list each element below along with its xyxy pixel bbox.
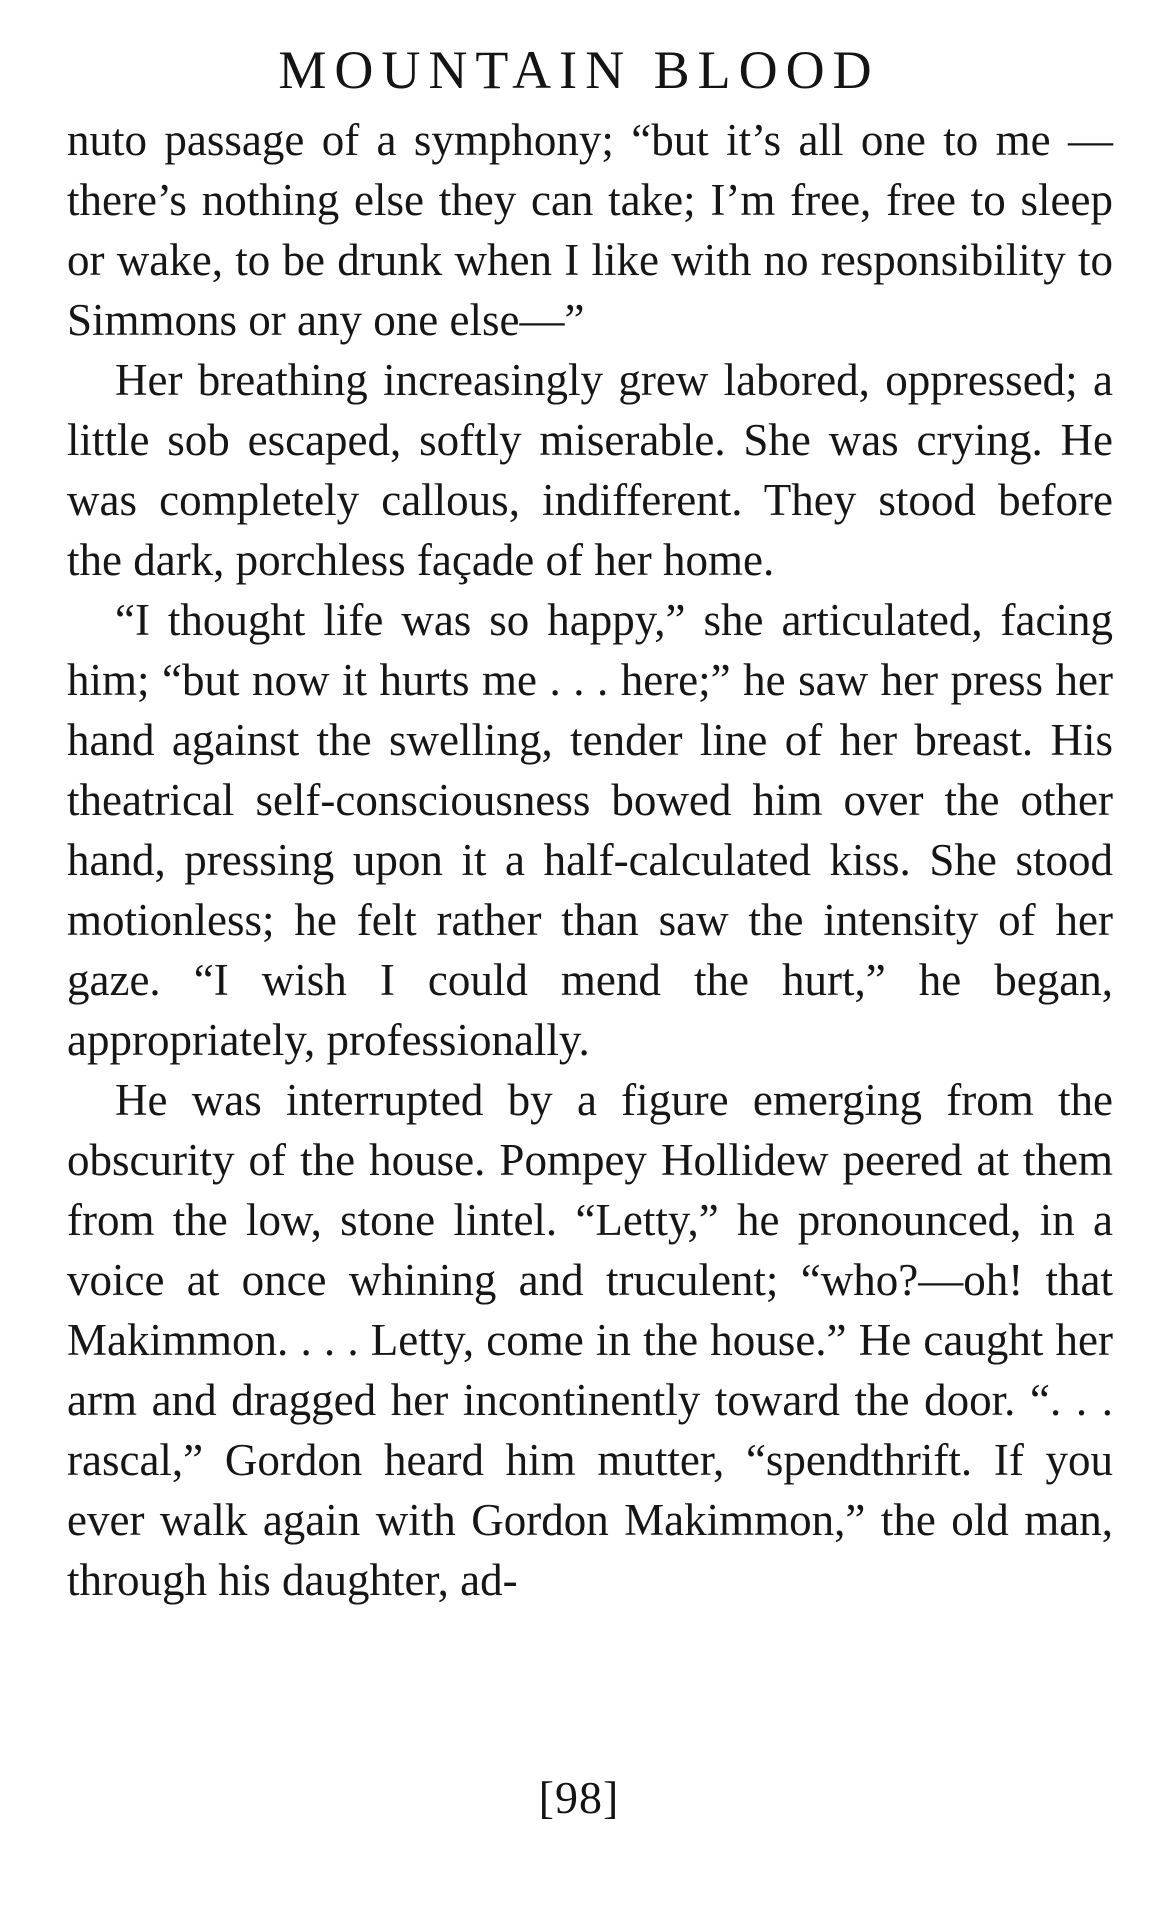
page-number: [98]: [538, 1772, 620, 1823]
paragraph: He was interrupted by a figure emerging from the obscurity of the house. Pompey Hollidew peered at them from the low, stone lintel. “Letty,” he pronounced, in a voice at once whining and truculent; “who?—oh! that Makimmon. . . . Letty, come in the house.” He caught her arm and dragged her incontinently toward the door. “. . . rascal,” Gordon heard him mutter, “spendthrift. If you ever walk again with Gordon Makimmon,” the old man, through his daughter, ad-: [67, 1075, 1113, 1605]
running-head-title: MOUNTAIN BLOOD: [278, 40, 880, 100]
body-text: [67, 110, 1113, 1610]
paragraph-continued: nuto passage of a symphony; “but it’s all one to me —there’s nothing else they can take; I’m free, free to sleep or wake, to be drunk when I like with no responsibility to Simmons or any one else—”: [67, 115, 1113, 345]
paragraph: “I thought life was so happy,” she articulated, facing him; “but now it hurts me . . . here;” he saw her press her hand against the swelling, tender line of her breast. His theatrical self-consciousness bowed him over the other hand, pressing upon it a half-calculated kiss. She stood motionless; he felt rather than saw the intensity of her gaze. “I wish I could mend the hurt,” he began, appropriately, professionally.: [67, 595, 1113, 1065]
paragraph: Her breathing increasingly grew labored, oppressed; a little sob escaped, softly miserable. She was crying. He was completely callous, indifferent. They stood before the dark, porchless façade of her home.: [67, 355, 1113, 585]
